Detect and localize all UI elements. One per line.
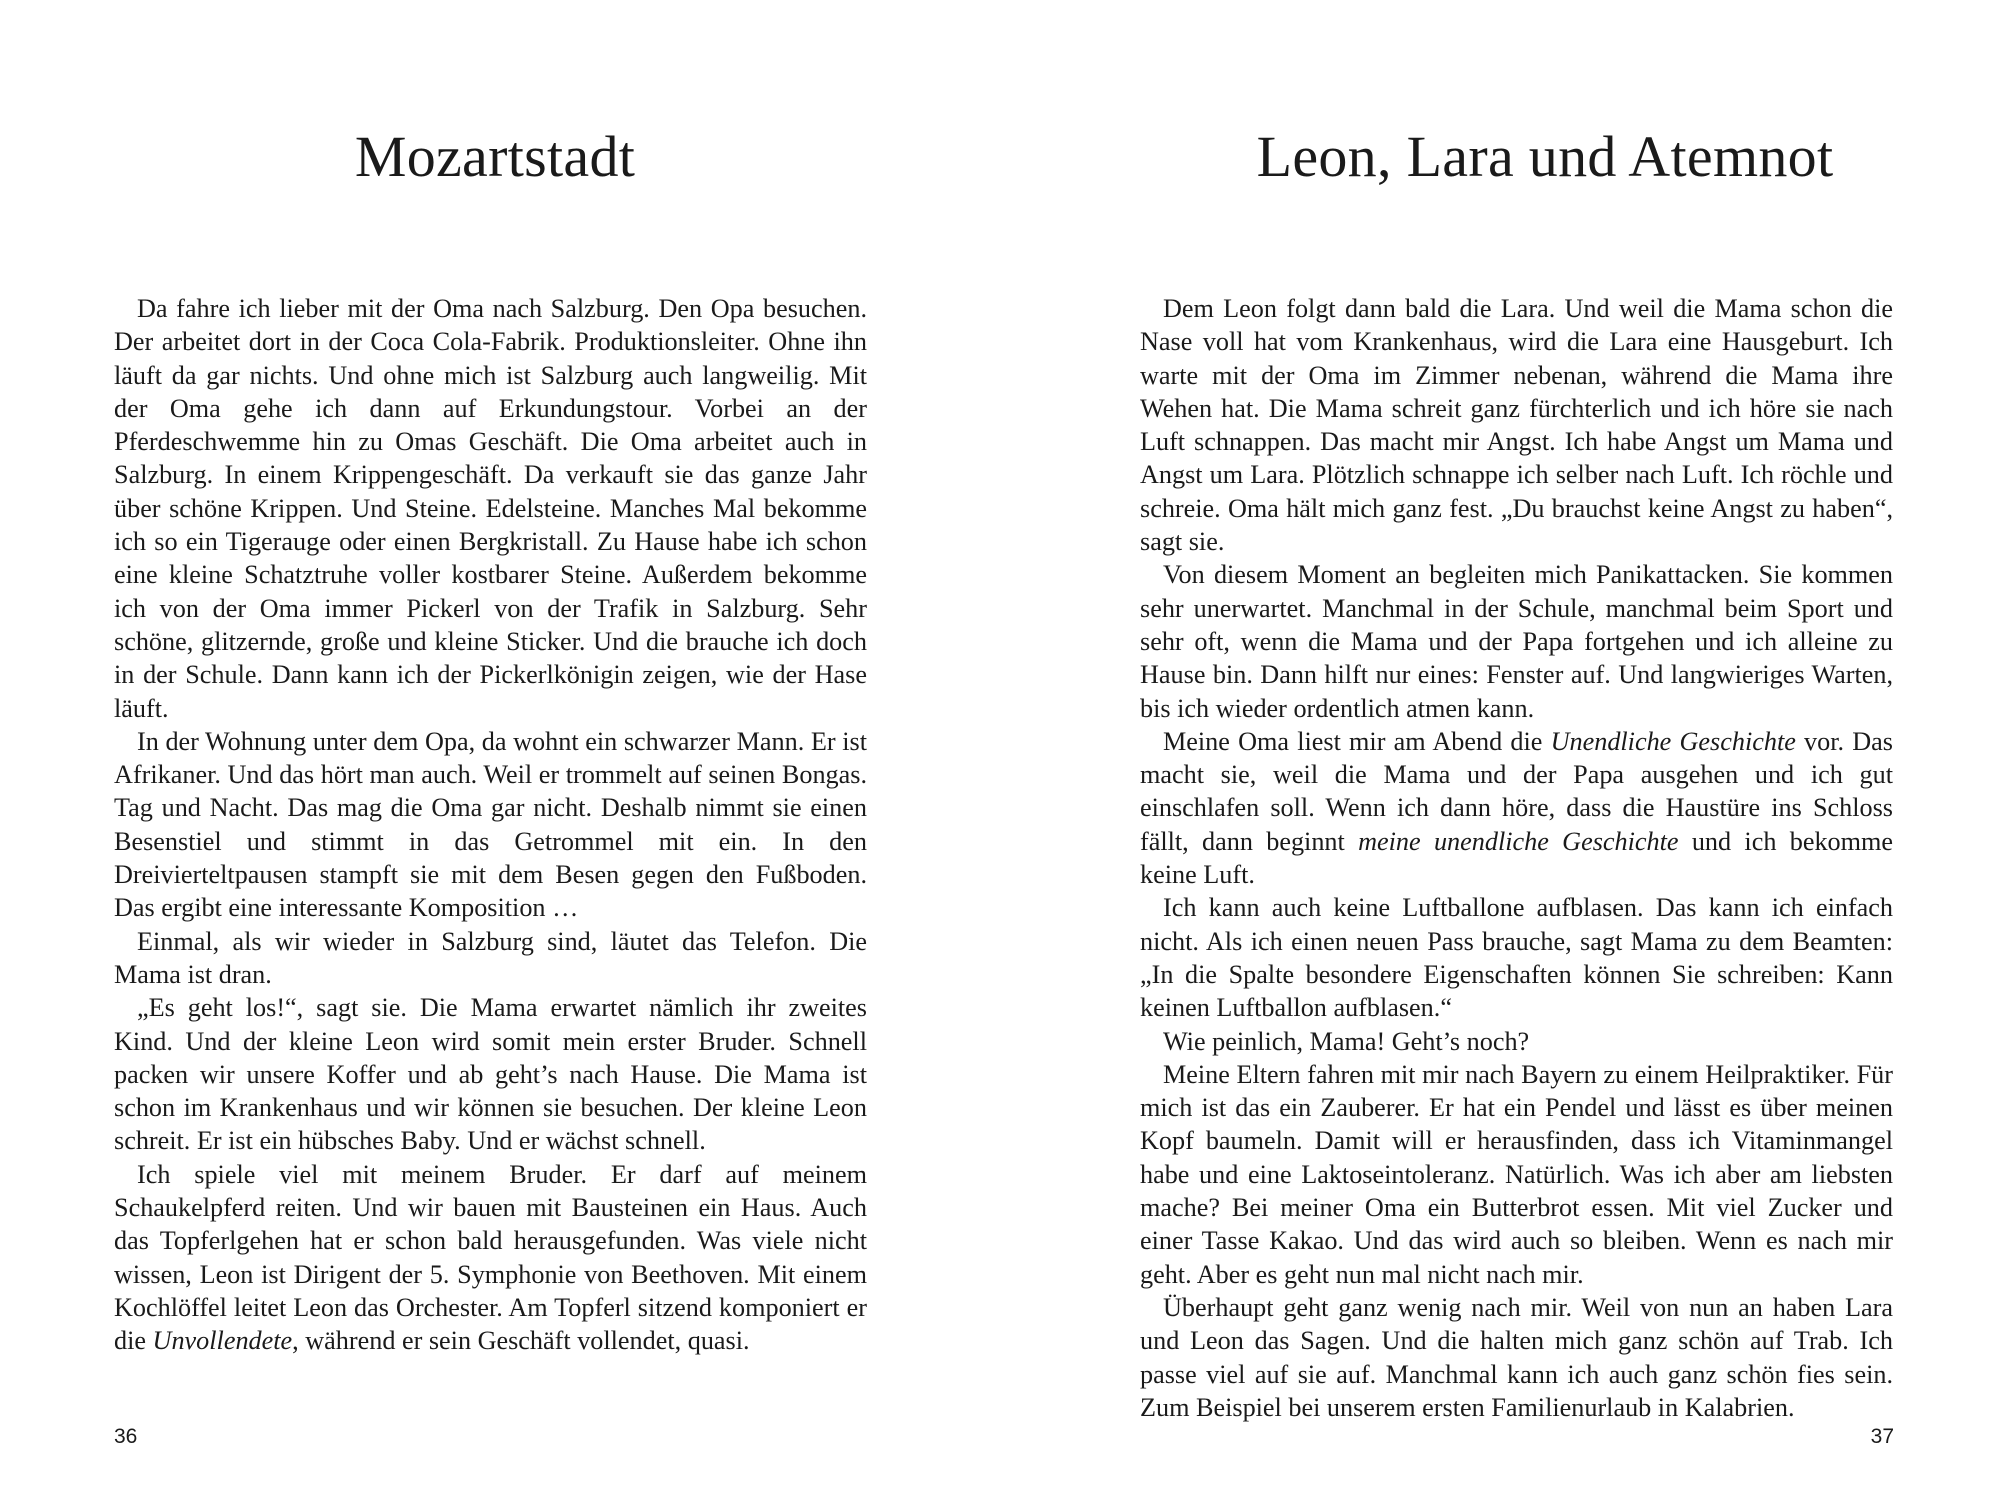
text-run: , während er sein Geschäft vollendet, quasi. [292, 1326, 750, 1356]
text-run: und ich bekomme keine Luft. [1140, 826, 1893, 890]
italic-title: meine unendliche Geschichte [1358, 826, 1679, 856]
paragraph [1140, 558, 1893, 724]
paragraph [1140, 1025, 1893, 1058]
paragraph [114, 292, 867, 725]
paragraph [1140, 725, 1893, 891]
text-run: Dem Leon folgt dann bald die Lara. Und weil die Mama schon die Nase voll hat vom Krankenhaus, wird die Lara eine Hausgeburt. Ich warte mit der Oma im Zimmer nebenan, während die Mama ihre Wehen hat. Die Mama schreit ganz fürchterlich und ich höre sie nach Luft schnappen. Das macht mir Angst. Ich habe Angst um Mama und Angst um Lara. Plötzlich schnappe ich selber nach Luft. Ich röchle und schreie. Oma hält mich ganz fest. „Du brauchst keine Angst zu haben“, sagt sie. [1140, 294, 1893, 557]
text-run: Überhaupt geht ganz wenig nach mir. Weil von nun an haben Lara und Leon das Sagen. Und die halten mich ganz schön auf Trab. Ich passe viel auf sie auf. Manchmal kann ich auch ganz schön fies sein. Zum Beispiel bei unserem ersten Familienurlaub in Kalabrien. [1140, 1292, 1893, 1422]
body-text [114, 292, 867, 1358]
text-run: Da fahre ich lieber mit der Oma nach Salzburg. Den Opa besuchen. Der arbeitet dort in der Coca Cola-Fabrik. Produktionsleiter. Ohne ihn läuft da gar nichts. Und ohne mich ist Salzburg auch langweilig. Mit der Oma gehe ich dann auf Erkundungstour. Vorbei an der Pferdeschwemme hin zu Omas Geschäft. Die Oma arbeitet auch in Salzburg. In einem Krippengeschäft. Da verkauft sie das ganze Jahr über schöne Krippen. Und Steine. Edelsteine. Manches Mal bekomme ich so ein Tigerauge oder einen Bergkristall. Zu Hause habe ich schon eine kleine Schatztruhe voller kostbarer Steine. Außerdem bekomme ich von der Oma immer Pickerl von der Trafik in Salzburg. Sehr schöne, glitzernde, große und kleine Sticker. Und die brauche ich doch in der Schule. Dann kann ich der Pickerlkönigin zeigen, wie der Hase läuft. [114, 294, 867, 723]
body-text [1140, 292, 1893, 1424]
page-number: 36 [114, 1425, 138, 1448]
paragraph [114, 925, 867, 992]
text-run: Wie peinlich, Mama! Geht’s noch? [1163, 1026, 1530, 1056]
right-page [1000, 0, 2000, 1503]
text-run: Einmal, als wir wieder in Salzburg sind, läutet das Telefon. Die Mama ist dran. [114, 926, 867, 989]
chapter-title: Mozartstadt [354, 124, 636, 189]
chapter-title: Leon, Lara und Atemnot [1256, 124, 1834, 189]
text-run: vor. Das macht sie, weil die Mama und der Papa ausgehen und ich gut einschlafen soll. Wenn ich dann höre, dass die Haustüre ins Schloss fällt, dann beginnt [1140, 726, 1893, 856]
paragraph [1140, 891, 1893, 1024]
paragraph [114, 991, 867, 1157]
text-run: „Es geht los!“, sagt sie. Die Mama erwartet nämlich ihr zweites Kind. Und der kleine Leon wird somit mein erster Bruder. Schnell packen wir unsere Koffer und ab geht’s nach Hause. Die Mama ist schon im Krankenhaus und wir können sie besuchen. Der kleine Leon schreit. Er ist ein hübsches Baby. Und er wächst schnell. [114, 993, 867, 1156]
text-run: Ich kann auch keine Luftballone aufblasen. Das kann ich einfach nicht. Als ich einen neuen Pass brauche, sagt Mama zu dem Beamten: „In die Spalte besondere Eigenschaften können Sie schreiben: Kann keinen Luftballon aufblasen.“ [1140, 893, 1893, 1023]
paragraph [114, 725, 867, 925]
page-number: 37 [1870, 1425, 1894, 1448]
text-run: Meine Eltern fahren mit mir nach Bayern zu einem Heilpraktiker. Für mich ist das ein Zauberer. Er hat ein Pendel und lässt es über meinen Kopf baumeln. Damit will er herausfinden, dass ich Vitaminmangel habe und eine Laktoseintoleranz. Natürlich. Was ich aber am liebsten mache? Bei meiner Oma ein Butterbrot essen. Mit viel Zucker und einer Tasse Kakao. Und das wird auch so bleiben. Wenn es nach mir geht. Aber es geht nun mal nicht nach mir. [1140, 1059, 1893, 1289]
text-run: Von diesem Moment an begleiten mich Panikattacken. Sie kommen sehr unerwartet. Manchmal in der Schule, manchmal beim Sport und sehr oft, wenn die Mama und der Papa fortgehen und ich alleine zu Hause bin. Dann hilft nur eines: Fenster auf. Und langwieriges Warten, bis ich wieder ordentlich atmen kann. [1140, 560, 1893, 723]
paragraph [1140, 292, 1893, 558]
paragraph [1140, 1291, 1893, 1424]
paragraph [1140, 1058, 1893, 1291]
paragraph [114, 1158, 867, 1358]
text-run: In der Wohnung unter dem Opa, da wohnt ein schwarzer Mann. Er ist Afrikaner. Und das hört man auch. Weil er trommelt auf seinen Bongas. Tag und Nacht. Das mag die Oma gar nicht. Deshalb nimmt sie einen Besenstiel und stimmt in das Getrommel mit ein. In den Dreivierteltpausen stampft sie mit dem Besen gegen den Fußboden. Das ergibt eine interessante Komposition … [114, 726, 867, 923]
italic-title: Unvollendete [152, 1326, 293, 1356]
text-run: Ich spiele viel mit meinem Bruder. Er darf auf meinem Schaukelpferd reiten. Und wir bauen mit Bausteinen ein Haus. Auch das Topferlgehen hat er schon bald herausgefunden. Was viele nicht wissen, Leon ist Dirigent der 5. Symphonie von Beethoven. Mit einem Kochlöffel leitet Leon das Orchester. Am Topferl sitzend komponiert er die [114, 1159, 867, 1356]
text-run: Meine Oma liest mir am Abend die [1163, 726, 1551, 756]
italic-title: Unendliche Geschichte [1550, 726, 1796, 756]
